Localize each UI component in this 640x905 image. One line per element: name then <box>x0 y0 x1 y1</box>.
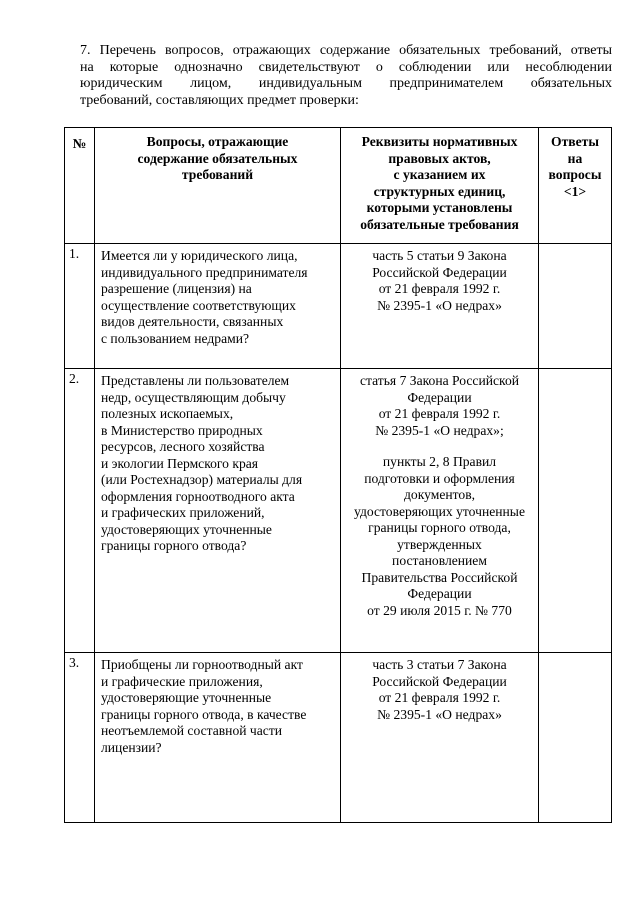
row-question <box>95 244 341 369</box>
cell-text-line: и экологии Пермского края <box>101 455 259 471</box>
cell-content <box>341 244 538 320</box>
header-requisites-line: с указанием их <box>393 167 486 182</box>
header-requisites-line: обязательные требования <box>360 216 519 232</box>
cell-text-line: № 2395-1 «О недрах» <box>377 706 502 722</box>
header-answers-line: Ответы <box>551 134 599 149</box>
header-question-line: требований <box>181 167 254 182</box>
cell-text-line: полезных ископаемых, <box>101 406 234 421</box>
cell-text-line: границы горного отвода, <box>368 520 511 535</box>
cell-text-line: Российской Федерации <box>372 264 507 280</box>
header-requisites <box>341 128 539 244</box>
row-num <box>65 244 95 369</box>
cell-text-line: Федерации <box>407 586 472 601</box>
cell-text-line: ресурсов, лесного хозяйства <box>101 439 265 454</box>
cell-text-line: и графические приложения, <box>101 673 263 689</box>
table-row <box>65 369 612 653</box>
cell-text-line: постановлением <box>392 553 487 568</box>
row-answer-cell[interactable] <box>539 244 612 369</box>
header-answers <box>539 128 612 244</box>
cell-text-line: Приобщены ли горноотводный акт <box>101 657 303 672</box>
header-question <box>95 128 341 244</box>
cell-text-line: пункты 2, 8 Правил <box>382 454 497 469</box>
row-num-text: 2. <box>69 371 80 386</box>
header-requisites-line: Реквизиты нормативных <box>361 134 518 149</box>
cell-text-line: оформления горноотводного акта <box>101 488 295 504</box>
requirements-table <box>64 127 612 823</box>
cell-content <box>341 369 538 625</box>
header-requisites-line: структурных единиц, <box>373 183 506 199</box>
requisites-paragraph <box>344 657 535 723</box>
cell-text-line: видов деятельности, связанных <box>101 314 284 329</box>
row-num-text: 3. <box>69 655 80 670</box>
cell-content <box>95 369 340 561</box>
cell-text-line: разрешение (лицензия) на <box>101 281 252 296</box>
cell-text-line: подготовки и оформления <box>364 470 515 486</box>
header-answers-line: <1> <box>563 183 587 199</box>
header-num <box>65 128 95 244</box>
cell-text-line: от 21 февраля 1992 г. <box>378 281 501 296</box>
cell-content: № <box>72 136 87 151</box>
cell-content <box>341 653 538 729</box>
cell-text-line: индивидуального предпринимателя <box>101 264 308 280</box>
intro-paragraph <box>80 43 612 109</box>
row-question <box>95 369 341 653</box>
table-row <box>65 653 612 823</box>
cell-text-line: границы горного отвода, в качестве <box>101 706 307 722</box>
requisites-paragraph <box>344 248 535 314</box>
cell-text-line: неотъемлемой составной части <box>101 723 283 738</box>
table-row <box>65 244 612 369</box>
intro-line: 7. Перечень вопросов, отражающих содержание обязательных требований, ответы <box>80 43 612 58</box>
table-header-row <box>65 128 612 244</box>
cell-text-line: и графических приложений, <box>101 505 265 520</box>
cell-text-line: Федерации <box>407 389 472 405</box>
header-answers-line: на <box>567 150 583 166</box>
cell-content <box>95 244 340 353</box>
cell-text-line: Российской Федерации <box>372 673 507 689</box>
cell-text-line: утвержденных <box>397 536 482 552</box>
row-answer-cell[interactable] <box>539 653 612 823</box>
cell-text-line: часть 3 статьи 7 Закона <box>372 657 507 672</box>
header-answers-line: вопросы <box>548 167 602 182</box>
cell-content <box>95 128 340 190</box>
row-requisites <box>341 653 539 823</box>
requisites-paragraph <box>344 373 535 439</box>
row-requisites <box>341 369 539 653</box>
header-question-line: Вопросы, отражающие <box>146 134 289 149</box>
cell-text-line: № 2395-1 «О недрах»; <box>375 422 504 438</box>
cell-text-line: Имеется ли у юридического лица, <box>101 248 298 263</box>
intro-line: требований, составляющих предмет проверки: <box>80 92 359 108</box>
cell-text-line: лицензии? <box>101 739 162 755</box>
cell-text-line: № 2395-1 «О недрах» <box>377 297 502 313</box>
requisites-paragraph <box>344 454 535 619</box>
cell-text-line: (или Ростехнадзор) материалы для <box>101 472 303 487</box>
row-num <box>65 369 95 653</box>
cell-text-line: Правительства Российской <box>361 569 518 585</box>
cell-text-line: часть 5 статьи 9 Закона <box>372 248 507 263</box>
intro-line: на которые однозначно свидетельствуют о соблюдении или несоблюдении <box>80 59 612 75</box>
cell-text-line: границы горного отвода? <box>101 538 247 553</box>
header-requisites-line: которыми установлены <box>366 200 513 215</box>
row-question <box>95 653 341 823</box>
cell-text-line: с пользованием недрами? <box>101 330 250 346</box>
cell-text-line: удостоверяющих уточненные <box>354 503 525 519</box>
header-requisites-line: правовых актов, <box>388 150 491 166</box>
row-requisites <box>341 244 539 369</box>
row-num-text: 1. <box>69 246 80 261</box>
cell-content <box>95 653 340 762</box>
cell-text-line: статья 7 Закона Российской <box>359 373 520 388</box>
cell-text-line: Представлены ли пользователем <box>101 373 290 388</box>
cell-text-line: осуществление соответствующих <box>101 297 296 313</box>
intro-line: юридическим лицом, индивидуальным предпринимателем обязательных <box>80 76 612 91</box>
row-answer-cell[interactable] <box>539 369 612 653</box>
cell-text-line: в Министерство природных <box>101 422 263 438</box>
header-question-line: содержание обязательных <box>137 150 298 166</box>
cell-text-line: удостоверяющие уточненные <box>101 690 272 705</box>
cell-text-line: от 21 февраля 1992 г. <box>378 406 501 421</box>
cell-text-line: от 29 июля 2015 г. № 770 <box>367 602 512 618</box>
cell-text-line: недр, осуществляющим добычу <box>101 389 286 405</box>
cell-content <box>341 128 538 239</box>
cell-text-line: от 21 февраля 1992 г. <box>378 690 501 705</box>
cell-text-line: документов, <box>403 487 476 502</box>
cell-content <box>539 128 611 206</box>
row-num <box>65 653 95 823</box>
cell-text-line: удостоверяющих уточненные <box>101 521 272 537</box>
